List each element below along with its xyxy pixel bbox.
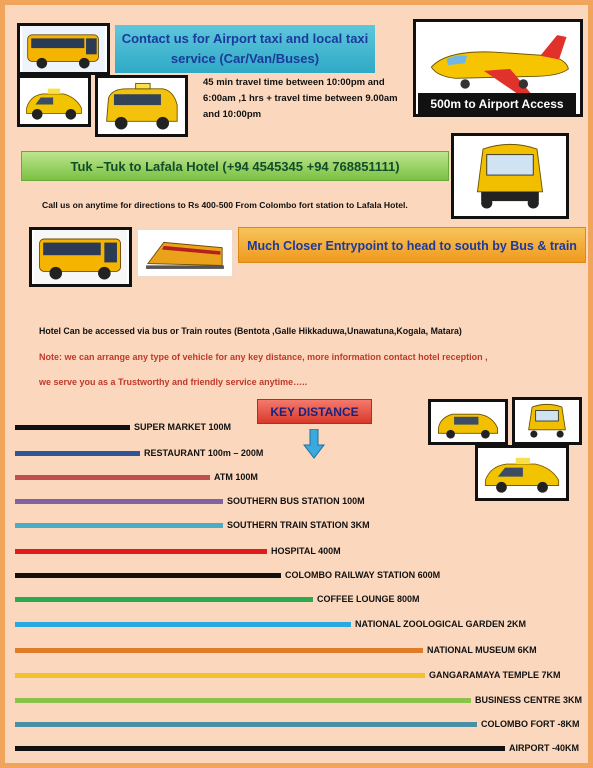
distance-label: COLOMBO RAILWAY STATION 600M (285, 570, 441, 580)
taxi-service-banner (115, 25, 375, 73)
distance-label: SOUTHERN BUS STATION 100M (227, 496, 365, 506)
distance-bar (15, 698, 471, 703)
arrow-down-icon (303, 429, 325, 459)
travel-line-1: 45 min travel time between 10:00pm and (203, 77, 385, 88)
transport-banner: Much Closer Entrypoint to head to south by Bus & train (238, 227, 586, 263)
train-icon (138, 230, 232, 276)
train-photo (135, 227, 235, 279)
distance-label: SOUTHERN TRAIN STATION 3KM (227, 520, 370, 530)
taxi-car-photo-2 (475, 445, 569, 501)
distance-bar (15, 597, 313, 602)
distance-bar (15, 722, 477, 727)
distance-bar (15, 573, 281, 578)
distance-label: GANGARAMAYA TEMPLE 7KM (429, 670, 561, 680)
distance-label: SUPER MARKET 100M (134, 422, 232, 432)
distance-bar (15, 425, 130, 430)
tuktuk-photo (451, 133, 569, 219)
bus-icon (32, 230, 129, 284)
taxi-car-icon (478, 448, 566, 498)
travel-line-3: and 10:00pm (203, 109, 262, 120)
contact-line-1: Contact us for Airport taxi and local taxi (121, 31, 369, 46)
car-icon (431, 402, 505, 442)
distance-label: AIRPORT -40KM (509, 743, 580, 753)
distance-label: ATM 100M (214, 472, 258, 482)
distance-bar (15, 499, 223, 504)
distance-bar (15, 475, 210, 480)
tuktuk-photo-small (512, 397, 582, 445)
distance-label: COFFEE LOUNGE 800M (317, 594, 420, 604)
distance-bar (15, 673, 425, 678)
distance-bar (15, 648, 423, 653)
contact-line-2: service (Car/Van/Buses) (170, 51, 320, 66)
distance-bar (15, 549, 267, 554)
distance-bar (15, 746, 505, 751)
distance-bar (15, 523, 223, 528)
car-photo (428, 399, 508, 445)
note-line-2: we serve you as a Trustworthy and friendly service anytime….. (39, 377, 308, 387)
bus-photo-2 (29, 227, 132, 287)
distance-label: HOSPITAL 400M (271, 546, 341, 556)
distance-label: NATIONAL MUSEUM 6KM (427, 645, 537, 655)
travel-line-2: 6:00am ,1 hrs + travel time between 9.00am (203, 93, 398, 104)
distance-bar (15, 451, 140, 456)
bus-photo (17, 23, 110, 75)
taxi-van-icon (98, 78, 185, 134)
distance-label: NATIONAL ZOOLOGICAL GARDEN 2KM (355, 619, 526, 629)
travel-time-text (203, 75, 408, 123)
routes-text: Hotel Can be accessed via bus or Train routes (Bentota ,Galle Hikkaduwa,Unawatuna,Kogala, Matara) (39, 326, 462, 336)
key-distance-title: KEY DISTANCE (257, 399, 372, 424)
bus-icon (20, 26, 107, 72)
tuktuk-icon (515, 400, 579, 442)
distance-label: COLOMBO FORT -8KM (481, 719, 580, 729)
taxi-van-photo (95, 75, 188, 137)
tuktuk-banner: Tuk –Tuk to Lafala Hotel (+94 4545345 +94 768851111) (21, 151, 449, 181)
distance-bar (15, 622, 351, 627)
distance-label: RESTAURANT 100m – 200M (144, 448, 264, 458)
airport-access-caption: 500m to Airport Access (418, 93, 576, 115)
taxi-car-icon (20, 78, 88, 124)
tuktuk-icon (454, 136, 566, 216)
note-line-1: Note: we can arrange any type of vehicle for any key distance, more information contact hotel reception , (39, 352, 488, 362)
directions-text: Call us on anytime for directions to Rs 400-500 From Colombo fort station to Lafala Hotel. (42, 200, 408, 210)
taxi-car-photo (17, 75, 91, 127)
distance-label: BUSINESS CENTRE 3KM (475, 695, 583, 705)
